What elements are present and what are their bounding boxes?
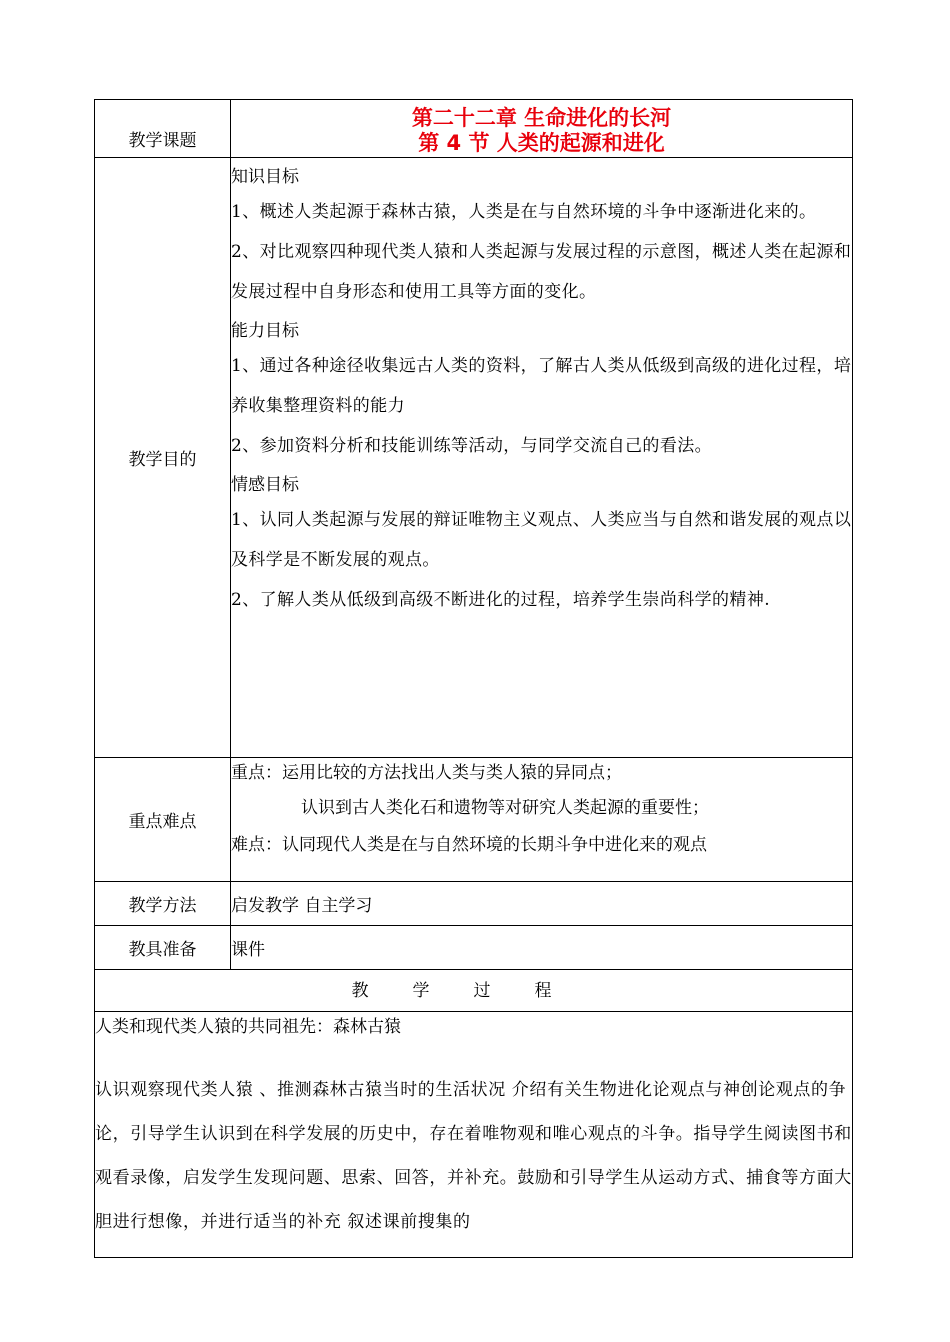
knowledge-item-2: 2、对比观察四种现代类人猿和人类起源与发展过程的示意图，概述人类在起源和发展过程中自身形态和使用工具等方面的变化。 <box>231 242 852 302</box>
tools-value: 课件 <box>231 926 853 970</box>
row-objectives <box>95 158 853 758</box>
row-key-points <box>95 758 853 882</box>
chapter-title: 第二十二章 生命进化的长河 <box>411 106 672 130</box>
ability-heading: 能力目标 <box>231 321 299 341</box>
method-label: 教学方法 <box>95 882 231 926</box>
objectives-cell <box>231 158 853 758</box>
knowledge-item-1: 1、概述人类起源于森林古猿，人类是在与自然环境的斗争中逐渐进化来的。 <box>231 202 817 222</box>
key-point-2: 认识到古人类化石和遗物等对研究人类起源的重要性； <box>301 798 709 818</box>
key-points-cell <box>231 758 853 882</box>
knowledge-heading: 知识目标 <box>231 167 299 187</box>
row-process-heading <box>95 970 853 1012</box>
ability-item-2: 2、参加资料分析和技能训练等活动，与同学交流自己的看法。 <box>231 436 713 456</box>
emotion-item-2: 2、了解人类从低级到高级不断进化的过程，培养学生崇尚科学的精神. <box>231 590 771 610</box>
row-process-body <box>95 1012 853 1258</box>
process-paragraph: 认识观察现代类人猿 、推测森林古猿当时的生活状况 介绍有关生物进化论观点与神创论观点的争论，引导学生认识到在科学发展的历史中，存在着唯物观和唯心观点的斗争。指导学生阅读图书和观看录像，启发学生发现问题、思索、回答，并补充。鼓励和引导学生从运动方式、捕食等方面大胆进行想像，并进行适当的补充 叙述课前搜集的 <box>95 1080 852 1232</box>
tools-label: 教具准备 <box>95 926 231 970</box>
emotion-heading: 情感目标 <box>231 475 299 495</box>
ability-item-1: 1、通过各种途径收集远古人类的资料，了解古人类从低级到高级的进化过程，培养收集整理资料的能力 <box>231 356 852 416</box>
row-tools <box>95 926 853 970</box>
process-body-cell <box>95 1012 853 1258</box>
key-point-1: 重点：运用比较的方法找出人类与类人猿的异同点； <box>231 763 622 783</box>
process-heading: 教学过程 <box>95 970 853 1012</box>
emotion-item-1: 1、认同人类起源与发展的辩证唯物主义观点、人类应当与自然和谐发展的观点以及科学是不断发展的观点。 <box>231 510 852 570</box>
difficulty-point: 难点：认同现代人类是在与自然环境的长期斗争中进化来的观点 <box>231 835 707 855</box>
section-title: 第 4 节 人类的起源和进化 <box>418 131 665 155</box>
objectives-label: 教学目的 <box>95 158 231 758</box>
topic-label: 教学课题 <box>95 100 231 158</box>
method-value: 启发教学 自主学习 <box>231 882 853 926</box>
key-points-label: 重点难点 <box>95 758 231 882</box>
topic-title-cell <box>231 100 853 158</box>
row-topic <box>95 100 853 158</box>
row-method <box>95 882 853 926</box>
lesson-plan-table <box>94 99 853 1258</box>
process-line-1: 人类和现代类人猿的共同祖先：森林古猿 <box>95 1017 401 1037</box>
